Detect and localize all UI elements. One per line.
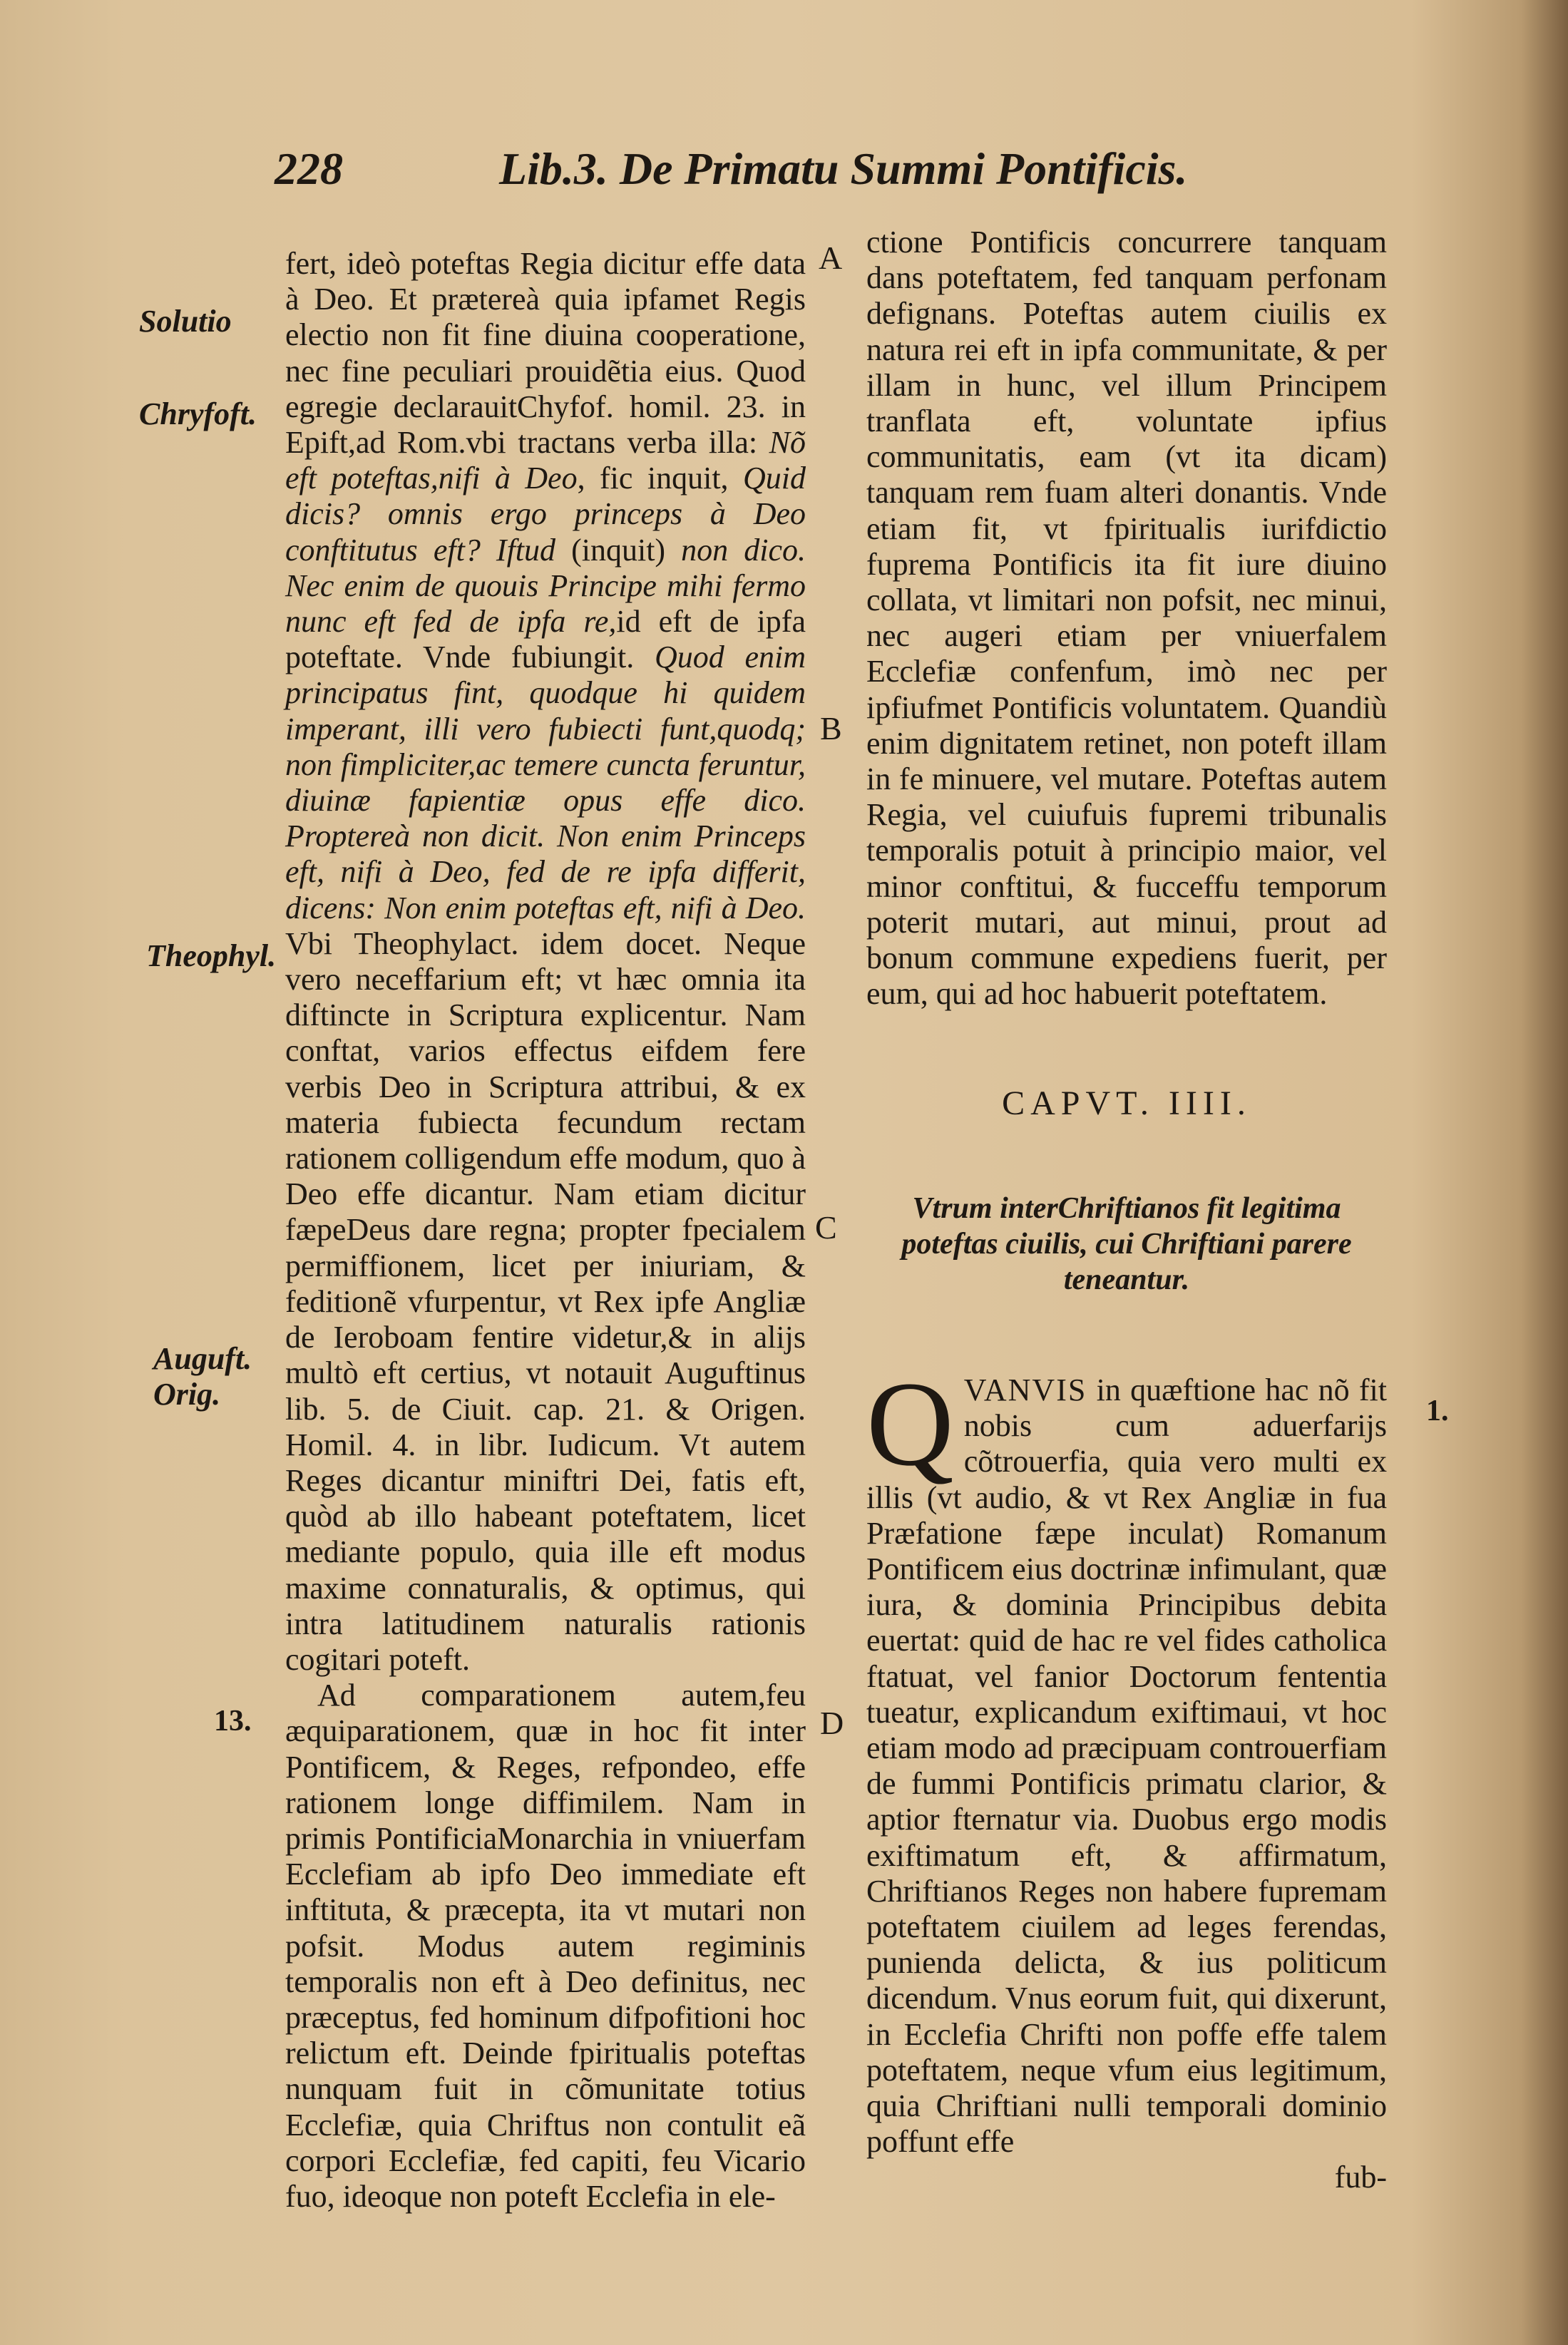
catchword: fub-: [1334, 2160, 1387, 2195]
margin-note-theophylact: Theophyl.: [146, 938, 277, 973]
opening-word: VANVIS: [963, 1372, 1087, 1407]
margin-note-chrysostom: Chryfoft.: [139, 396, 257, 431]
section-letter-a: A: [819, 240, 843, 276]
right-p2-text: in quæftione hac nõ fit nobis cum aduerfarijs cõtrouerfia, quia vero multi ex illis (vt audio, & vt Rex Angliæ in fua Præfatione fæpe inculat) Romanum Pontificem eius doctrinæ infimulant, quæ iura, & dominia Principibus debita euertat: quid de hac re vel fides catholica ftatuat, vel fanior Doctorum fententia tueatur, explicandum exiftimaui, vt hoc etiam modo ad præcipuam controuerfiam de fummi Pontificis primatu clarior, & aptior fternatur via. Duobus ergo modis exiftimatum eft, & affirmatum, Chriftianos Reges non habere fupremam poteftatem ciuilem ad leges ferendas, punienda delicta, & ius politicum dicendum. Vnus eorum fuit, qui dixerunt, in Ecclefia Chrifti non poffe effe talem poteftatem, neque vfum eius legitimum, quia Chriftiani nulli temporali dominio poffunt effe: [866, 1372, 1387, 2160]
left-p1-quote-1: Nõ eft poteftas,nifi à Deo: [285, 425, 806, 496]
left-p1-quote-2: Quid dicis? omnis ergo princeps à Deo conftitutus eft? Iftud: [285, 461, 806, 568]
right-text-column: [866, 225, 1387, 1012]
right-text-column-chapter: [866, 1357, 1387, 2196]
left-p1-quote-3: non dico. Nec enim de quouis Principe mihi fermo nunc eft fed de ipfa re,: [285, 532, 806, 640]
left-p1-text: fert, ideò poteftas Regia dicitur effe data à Deo. Et prætereà quia ipfamet Regis electio non fit fine diuina cooperatione, nec fine peculiari prouidẽtia eius. Quod egregie declarauitChyfof. homil. 23. in Epift,ad Rom.vbi tractans verba illa:: [285, 246, 806, 461]
left-p1-text-b: , fic inquit,: [577, 461, 729, 496]
left-p1-text-c: (inquit): [571, 532, 666, 568]
left-p1-quote-4: Quod enim principatus fint, quodque hi quidem imperant, illi vero fubiecti funt,quodq; non fimpliciter,ac temere cuncta feruntur, diuinæ fapientiæ opus effe dico. Proptereà non dicit. Non enim Princeps eft, nifi à Deo, fed de re ipfa differit, dicens: Non enim poteftas eft, nifi à Deo.: [285, 640, 806, 925]
drop-cap: Q: [866, 1357, 954, 1491]
margin-number-13: 13.: [214, 1705, 252, 1738]
page-number: 228: [275, 143, 343, 194]
right-paragraph-1: ctione Pontificis concurrere tanquam dans poteftatem, fed tanquam perfonam defignans. Poteftas autem ciuilis ex natura rei eft in ipfa communitate, & per illam in hunc, vel illum Principem tranflata eft, voluntate ipfius communitatis, eam (vt ita dicam) tanquam rem fuam alteri donantis. Vnde etiam fit, vt fpiritualis iurifdictio fuprema Pontificis ita fit iure diuino collata, vt limitari non pofsit, nec minui, nec augeri etiam per vniuerfalem Ecclefiæ confenfum, imò nec per ipfiufmet Pontificis voluntatem. Quandiù enim dignitatem retinet, non poteft illam in fe minuere, vel mutare. Poteftas autem Regia, vel cuiufuis fupremi tribunalis temporalis potuit à principio maior, vel minor conftitui, & fucceffu temporum poterit mutari, aut minui, prout ad bonum commune expediens fuerit, per eum, qui ad hoc habuerit poteftatem.: [866, 225, 1387, 1012]
left-p1-text-e: Vbi Theophylact. idem docet. Neque vero neceffarium eft; vt hæc omnia ita diftincte in Scriptura explicentur. Nam conftat, varios effectus eifdem fere verbis Deo in Scriptura attribui, & ex materia fubiecta fecundum rectam rationem colligendum effe modum, quo à Deo effe dicantur. Nam etiam dicitur fæpeDeus dare regna; propter fpecialem permiffionem, licet per iniuriam, & feditionẽ vfurpentur, vt Rex ipfe Angliæ de Ieroboam fentire videtur,& in alijs multò eft certius, vt notauit Auguftinus lib. 5. de Ciuit. cap. 21. & Origen. Homil. 4. in libr. Iudicum. Vt autem Reges dicantur miniftri Dei, fatis eft, quòd ab illo habeant poteftatem, licet mediante populo, quia ille eft modus maxime connaturalis, & optimus, qui intra latitudinem naturalis rationis cogitari poteft.: [285, 925, 806, 1677]
left-paragraph-1: [285, 246, 806, 1678]
section-letter-b: B: [820, 710, 842, 746]
left-paragraph-2: Ad comparationem autem,feu æquiparationem, quæ in hoc fit inter Pontificem, & Reges, refpondeo, effe rationem longe diffimilem. Nam in primis PontificiaMonarchia in vniuerfam Ecclefiam ab ipfo Deo immediate eft inftituta, & præcepta, ita vt mutari non pofsit. Modus autem regiminis temporalis non eft à Deo definitus, nec præceptus, fed hominum difpofitioni hoc relictum eft. Deinde fpiritualis poteftas nunquam fuit in cõmunitate totius Ecclefiæ, quia Chriftus non contulit eã corpori Ecclefiæ, fed capiti, feu Vicario fuo, ideoque non poteft Ecclefia in ele-: [285, 1678, 806, 2214]
section-letter-d: D: [820, 1705, 844, 1741]
running-head: Lib.3. De Primatu Summi Pontificis.: [499, 143, 1188, 194]
chapter-heading: CAPVT. IIII.: [1002, 1084, 1251, 1122]
section-letter-c: C: [815, 1209, 837, 1246]
left-p1-text-d: id eft de ipfa poteftate. Vnde fubiungit.: [285, 604, 806, 675]
chapter-subtitle: Vtrum interChriftianos fit legitima poteftas ciuilis, cui Chriftiani parere teneantur.: [901, 1192, 1352, 1296]
margin-note-solutio: Solutio: [139, 304, 232, 339]
left-text-column: [285, 246, 806, 2215]
margin-note-augustine: Auguft.: [153, 1341, 252, 1376]
margin-note-origen: Orig.: [153, 1377, 221, 1412]
margin-number-1: 1.: [1426, 1395, 1449, 1427]
right-paragraph-2: [866, 1357, 1387, 2160]
page-header: [0, 143, 1568, 221]
